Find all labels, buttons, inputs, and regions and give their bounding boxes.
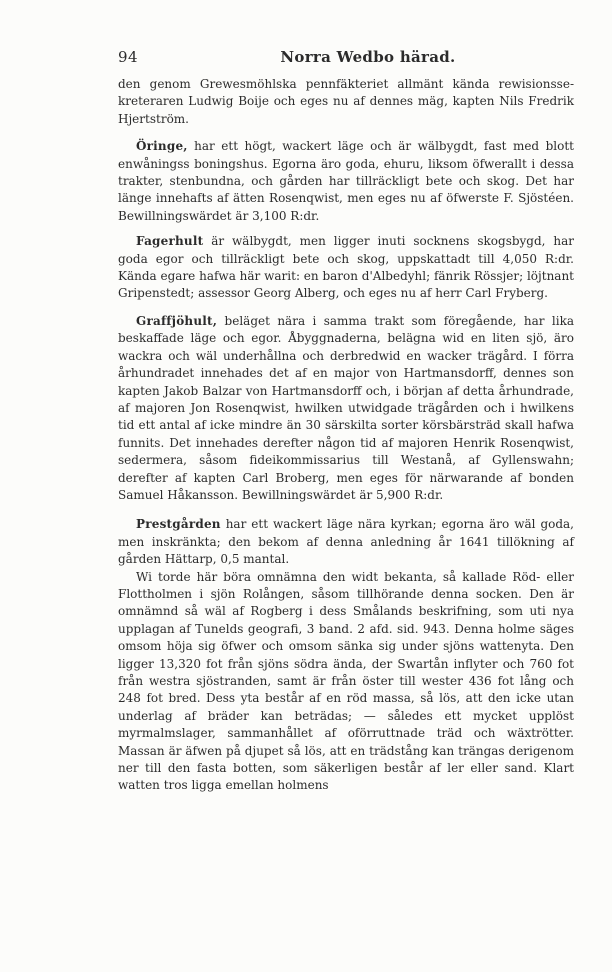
running-title: Norra Wedbo härad. [280,48,456,66]
paragraph-text: den genom Grewesmöhlska pennfäkteriet allmänt kända rewisionssekreteraren Ludwig Boije och eges nu af dennes mäg, kapten Nils Fredrik Hjertström. [118,77,574,126]
paragraph-heading: Graffjöhult, [136,313,218,328]
paragraph-text: Wi torde här böra omnämna den widt bekanta, så kallade Röd- eller Flottholmen i sjön Rolången, såsom tillhörande denna socken. Den är omnämnd så wäl af Rogberg i dess Smålands beskrifning, som uti nya upplagan af Tunelds geografi, 3 band. 2 afd. sid. 943. Denna holme säges omsom höja sig öfwer och omsom sänka sig under sjöns wattenyta. Den ligger 13,320 fot från sjöns södra ända, der Swartån inflyter och 760 fot från westra sjöstranden, samt är från öster till wester 436 fot lång och 248 fot bred. Dess yta består af en röd massa, så lös, att den icke utan underlag af bräder kan beträdas; — således ett mycket upplöst myrmalmslager, sammanhållet af oförruttnade träd och wäxtrötter. Massan är äfwen på djupet så lös, att en trädstång kan trängas derigenom ner till den fasta botten, som säkerligen består af ler eller sand. Klart watten tros ligga emellan holmens [118,569,574,793]
paragraph-fagerhult [118,233,574,303]
paragraph-heading: Fagerhult [136,234,204,249]
paragraph-flottholmen [118,569,574,795]
paragraph-continuation [118,76,574,128]
paragraph-graffjohult [118,313,574,504]
paragraph-text: beläget nära i samma trakt som föregående, har lika beskaffade läge och egor. Åbyggnaderna, belägna wid en liten sjö, äro wackra och wäl underhållna och derbredwid en wacker trägård. I förra århundradet innehades det af en major von Hartmansdorff, dennes son kapten Jakob Balzar von Hartmansdorff och, i början af detta århundrade, af majoren Jon Rosenqwist, hwilken utwidgade trägården och i hwilkens tid ett antal af icke mindre än 30 särskilta sorter körsbärsträd skall hafwa funnits. Det innehades derefter någon tid af majoren Henrik Rosenqwist, sedermera, såsom fideikommissarius till Westanå, af Gyllenswahn; derefter af kapten Carl Broberg, men eges för närwarande af bonden Samuel Håkansson. Bewillningswärdet är 5,900 R:dr. [118,313,574,502]
paragraph-heading: Prestgården [136,517,221,532]
page-number: 94 [118,48,139,66]
paragraph-text: har ett wackert läge nära kyrkan; egorna äro wäl goda, men inskränkta; den bekom af denna anledning år 1641 tillökning af gården Hättarp, 0,5 mantal. [118,517,574,567]
paragraph-prestgarden [118,516,574,568]
paragraph-text: har ett högt, wackert läge och är wälbygdt, fast med blott enwåningss boningshus. Egorna äro goda, ehuru, liksom öfwerallt i dessa trakter, stenbundna, och gården har tillräckligt bete och skog. Det har länge innehafts af ätten Rosenqwist, men eges nu af öfwerste F. Sjöstéen. Bewillningswärdet är 3,100 R:dr. [118,139,574,223]
paragraph-text: är wälbygdt, men ligger inuti socknens skogsbygd, har goda egor och tillräckligt bete och skog, uppskattadt till 4,050 R:dr. Kända egare hafwa här warit: en baron d'Albedyhl; fänrik Rössjer; löjtnant Gripenstedt; assessor Georg Alberg, och eges nu af herr Carl Fryberg. [118,234,574,301]
page-header [118,48,578,70]
paragraph-oringe [118,138,574,225]
page-body [118,76,574,795]
paragraph-heading: Öringe, [136,139,188,154]
